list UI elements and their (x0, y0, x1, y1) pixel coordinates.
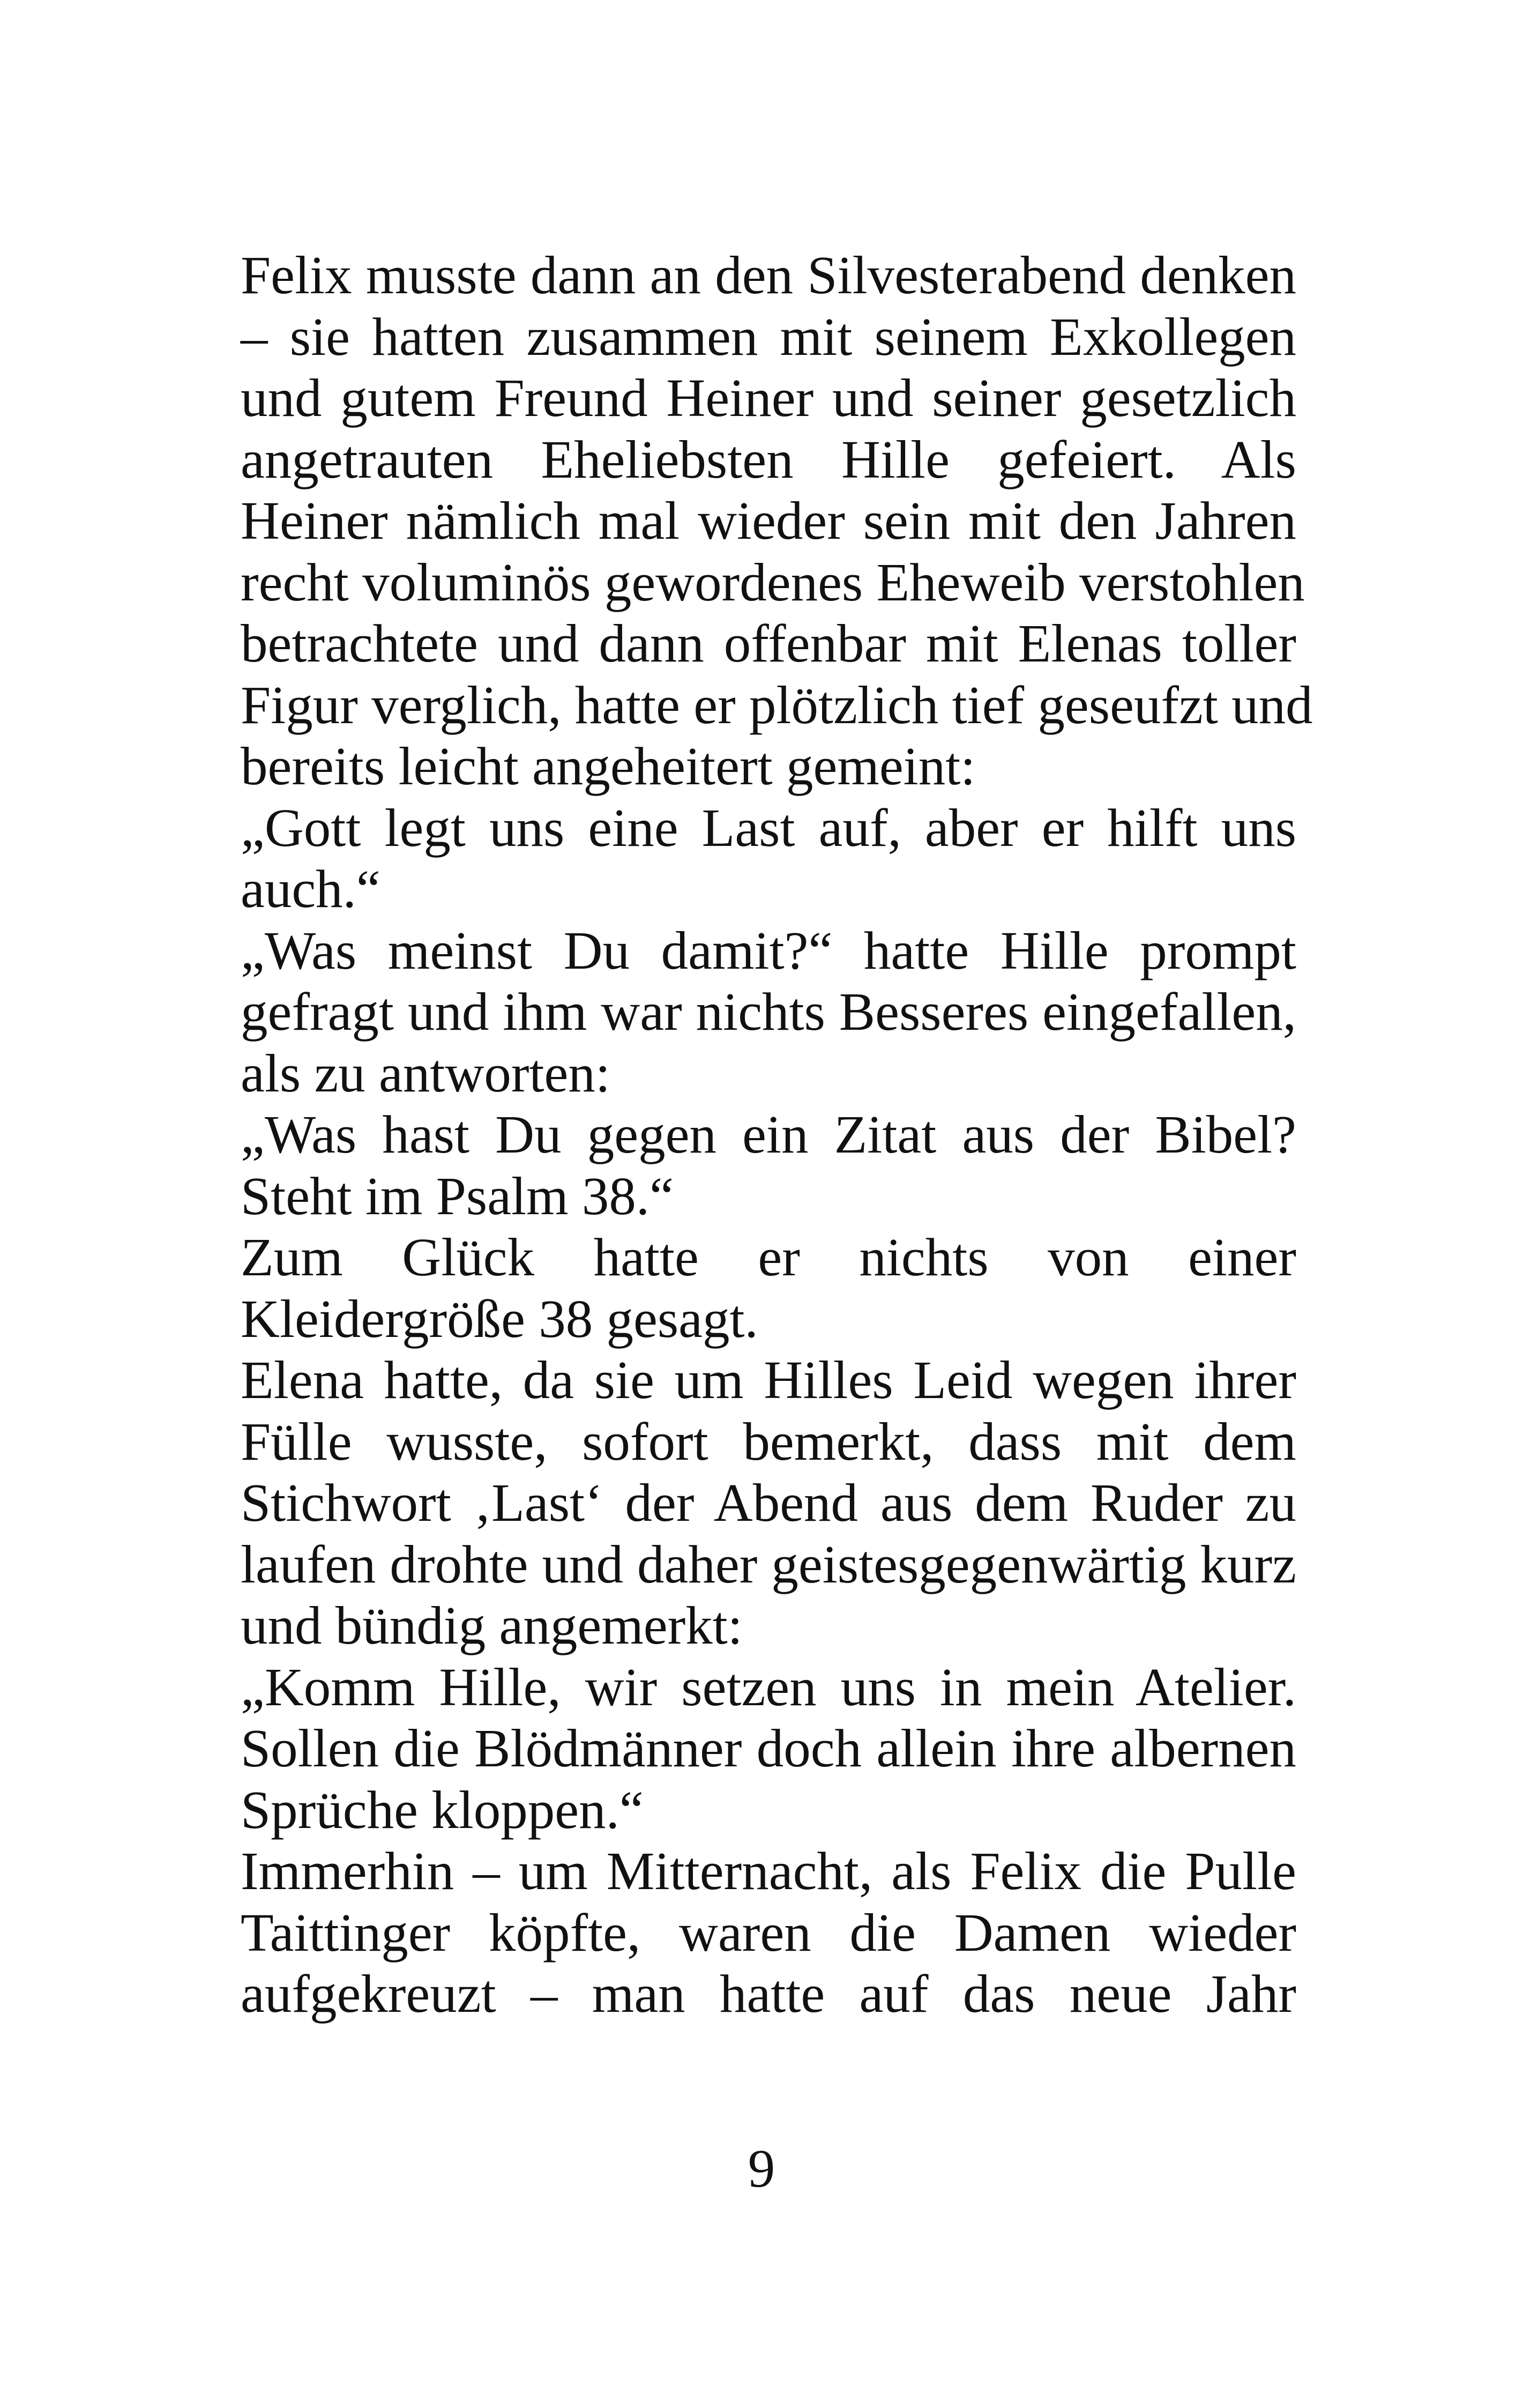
text-line: Zum Glück hatte er nichts von einer (241, 1227, 1296, 1287)
text-line: auch.“ (241, 859, 380, 919)
text-line: – sie hatten zusammen mit seinem Exkollegen (241, 306, 1296, 367)
text-line: Taittinger köpfte, waren die Damen wieder (241, 1902, 1296, 1963)
text-line: Heiner nämlich mal wieder sein mit den Jahren (241, 490, 1296, 551)
text-line: betrachtete und dann offenbar mit Elenas toller (241, 613, 1296, 673)
text-line: „Was hast Du gegen ein Zitat aus der Bibel? (241, 1104, 1296, 1164)
text-line: Steht im Psalm 38.“ (241, 1165, 674, 1226)
text-line: Elena hatte, da sie um Hilles Leid wegen ihrer (241, 1350, 1296, 1410)
body-text (241, 244, 1313, 2025)
text-line: Figur verglich, hatte er plötzlich tief geseufzt und (241, 674, 1313, 735)
text-line: Felix musste dann an den Silvesterabend denken (241, 245, 1296, 305)
text-line: Immerhin – um Mitternacht, als Felix die Pulle (241, 1841, 1296, 1901)
text-line: „Was meinst Du damit?“ hatte Hille prompt (241, 920, 1296, 980)
text-line: „Komm Hille, wir setzen uns in mein Atelier. (241, 1656, 1296, 1717)
text-line: Kleidergröße 38 gesagt. (241, 1288, 758, 1349)
text-line: gefragt und ihm war nichts Besseres eingefallen, (241, 982, 1296, 1042)
text-line: Fülle wusste, sofort bemerkt, dass mit dem (241, 1411, 1296, 1471)
text-line: Sprüche kloppen.“ (241, 1779, 644, 1840)
text-line: und bündig angemerkt: (241, 1595, 743, 1655)
text-line: Sollen die Blödmänner doch allein ihre albernen (241, 1718, 1296, 1778)
text-line: als zu antworten: (241, 1043, 610, 1103)
text-line: angetrauten Eheliebsten Hille gefeiert. Als (241, 429, 1296, 489)
text-line: bereits leicht angeheitert gemeint: (241, 736, 976, 796)
text-line: Stichwort ‚Last‘ der Abend aus dem Ruder zu (241, 1473, 1296, 1533)
text-line: „Gott legt uns eine Last auf, aber er hilft uns (241, 797, 1296, 858)
text-line: recht voluminös gewordenes Eheweib verstohlen (241, 552, 1305, 612)
text-line: laufen drohte und daher geistesgegenwärtig kurz (241, 1534, 1296, 1594)
page-number: 9 (748, 2138, 775, 2198)
text-line: aufgekreuzt – man hatte auf das neue Jahr (241, 1964, 1296, 2024)
text-line: und gutem Freund Heiner und seiner gesetzlich (241, 368, 1296, 428)
